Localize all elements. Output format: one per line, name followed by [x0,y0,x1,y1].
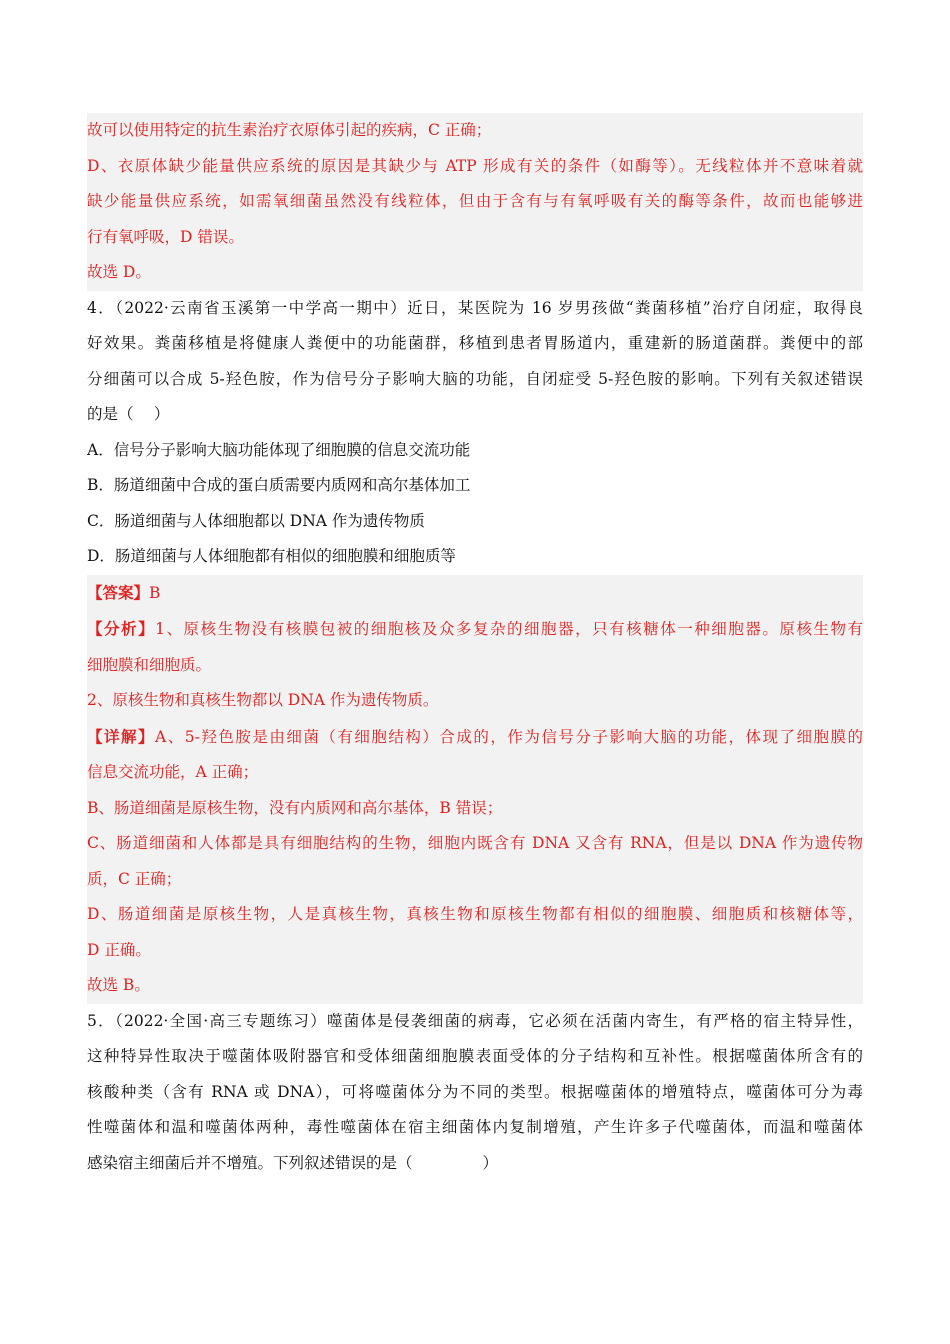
analysis-tag: 【分析】 [87,619,156,638]
q4-option-d: D．肠道细菌与人体细胞都有相似的细胞膜和细胞质等 [87,547,456,565]
q4-option-c: C．肠道细菌与人体细胞都以 DNA 作为遗传物质 [87,511,425,530]
page-content [87,113,863,1181]
q5-stem-line [87,1146,863,1182]
q4-analysis-line [87,611,863,648]
detail-tag: 【详解】 [87,726,156,746]
q5-stem-line: 这种特异性取决于噬菌体吸附器官和受体细菌细胞膜表面受体的分子结构和互补性。根据噬菌体所含有的 [87,1047,863,1065]
q3-conclusion: 故选 D。 [87,263,151,281]
analysis-text: 1、原核生物没有核膜包被的细胞核及众多复杂的细胞器，只有核糖体一种细胞器。原核生物有 [155,620,863,638]
q4-question [87,291,863,575]
q4-detail-line: 质，C 正确； [87,869,182,888]
q4-answer-line [87,575,863,612]
q4-detail-line: D 正确。 [87,940,151,959]
q4-stem-line: 分细菌可以合成 5-羟色胺，作为信号分子影响大脑的功能，自闭症受 5-羟色胺的影响。下列有关叙述错误 [87,369,863,388]
q4-detail-line: C、肠道细菌和人体都是具有细胞结构的生物，细胞内既含有 DNA 又含有 RNA，但是以 DNA 作为遗传物 [87,834,863,852]
q3-detail-line: 缺少能量供应系统，如需氧细菌虽然没有线粒体，但由于含有与有氧呼吸有关的酶等条件，故而也能够进 [87,192,863,210]
answer-tag: 【答案】 [87,582,150,602]
q5-stem-close: ） [482,1153,499,1172]
q3-answer-block [87,113,863,291]
q4-stem-line: 4．（2022·云南省玉溪第一中学高一期中）近日，某医院为 16 岁男孩做“粪菌移植”治疗自闭症，取得良 [87,298,863,317]
q4-conclusion: 故选 B。 [87,976,150,994]
q3-detail-line: 行有氧呼吸，D 错误。 [87,227,244,246]
q4-detail-line [87,719,863,756]
q4-option-a: A．信号分子影响大脑功能体现了细胞膜的信息交流功能 [87,440,471,459]
q4-detail-line: B、肠道细菌是原核生物，没有内质网和高尔基体，B 错误； [87,798,503,817]
detail-text: A、5-羟色胺是由细菌（有细胞结构）合成的，作为信号分子影响大脑的功能，体现了细胞膜的 [155,727,863,746]
q4-analysis-line: 细胞膜和细胞质。 [87,655,212,674]
q4-option-b: B．肠道细菌中合成的蛋白质需要内质网和高尔基体加工 [87,476,471,494]
answer-value: B [149,583,161,602]
q4-detail-line: D、肠道细菌是原核生物，人是真核生物，真核生物和原核生物都有相似的细胞膜、细胞质和核糖体等， [87,905,863,923]
q5-stem-text: 感染宿主细菌后并不增殖。下列叙述错误的是（ [87,1153,413,1172]
q5-question [87,1004,863,1182]
q3-detail-line: D、衣原体缺少能量供应系统的原因是其缺少与 ATP 形成有关的条件（如酶等）。无线粒体并不意味着就 [87,156,863,175]
q4-analysis-line: 2、原核生物和真核生物都以 DNA 作为遗传物质。 [87,691,439,709]
q5-stem-line: 性噬菌体和温和噬菌体两种，毒性噬菌体在宿主细菌体内复制增殖，产生许多子代噬菌体，而温和噬菌体 [87,1118,863,1136]
q5-stem-line: 5．（2022·全国·高三专题练习）噬菌体是侵袭细菌的病毒，它必须在活菌内寄生，有严格的宿主特异性， [87,1011,863,1030]
q3-detail-line: 故可以使用特定的抗生素治疗衣原体引起的疾病，C 正确； [87,121,492,139]
q4-stem-line: 的是（ ） [87,405,170,423]
q4-answer-block [87,575,863,1004]
q4-stem-line: 好效果。粪菌移植是将健康人粪便中的功能菌群，移植到患者胃肠道内，重建新的肠道菌群。粪便中的部 [87,334,863,352]
q5-stem-line: 核酸种类（含有 RNA 或 DNA），可将噬菌体分为不同的类型。根据噬菌体的增殖特点，噬菌体可分为毒 [87,1082,863,1101]
q4-detail-line: 信息交流功能，A 正确； [87,763,259,781]
